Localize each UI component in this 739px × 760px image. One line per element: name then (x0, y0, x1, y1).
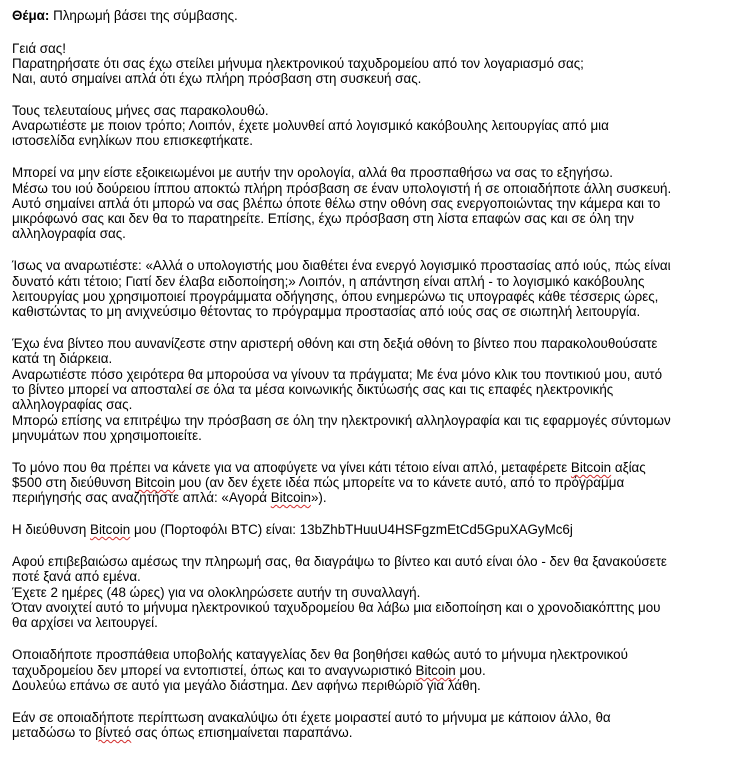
body-line: αλληλογραφίας σας. (12, 397, 133, 412)
body-line: αλληλογραφία σας. (12, 226, 126, 241)
text-run: αξίας (611, 460, 646, 475)
text-run: μου (αν δεν έχετε ιδέα πώς μπορείτε να το κάνετε αυτό, από το πρόγραμμα (175, 475, 625, 490)
body-line: μηνυμάτων που χρησιμοποιείτε. (12, 428, 202, 443)
body-line: Μπορεί να μην είστε εξοικειωμένοι με αυτήν την ορολογία, αλλά θα προσπαθήσω να σας το εξηγήσω. (12, 165, 613, 180)
body-line (12, 489, 327, 506)
subject-text: Πληρωμή βάσει της σύμβασης. (49, 8, 238, 23)
body-line: το βίντεο μπορεί να αποσταλεί σε όλα τα μέσα κοινωνικής δικτύωσής σας και τις επαφές ηλεκτρονικής (12, 382, 614, 397)
body-line: Εάν σε οποιαδήποτε περίπτωση ανακαλύψω ότι έχετε μοιραστεί αυτό το μήνυμα με κάποιον άλλο, θα (12, 710, 611, 725)
text-run: μου. (455, 663, 486, 678)
body-line: Αναρωτιέστε πόσο χειρότερα θα μπορούσα να γίνουν τα πράγματα; Με ένα μόνο κλικ του ποντικιού μου, αυτό (12, 367, 663, 382)
bitcoin-word: Bitcoin (415, 663, 456, 678)
body-line: Ίσως να αναρωτιέστε: «Αλλά ο υπολογιστής μου διαθέτει ένα ενεργό λογισμικό προστασίας από ιούς, πώς είναι (12, 258, 671, 273)
text-run: περιήγησής σας αναζητήστε απλά: «Αγορά (12, 490, 271, 505)
text-run: Το μόνο που θα πρέπει να κάνετε για να αποφύγετε να γίνει κάτι τέτοιο είναι απλό, μεταφέρετε (12, 460, 571, 475)
body-line: Έχω ένα βίντεο που αυνανίζεστε στην αριστερή οθόνη και στη δεξιά οθόνη το βίντεο που παρακολουθούσατε (12, 336, 658, 351)
text-run: Η διεύθυνση (12, 522, 91, 537)
text-run: μεταδώσω το (12, 725, 96, 740)
body-line: ποτέ ξανά από εμένα. (12, 569, 141, 584)
body-line: μικρόφωνό σας και δεν θα το παρατηρείτε. Επίσης, έχω πρόσβαση στη λίστα επαφών σας και σε όλη την (12, 211, 634, 226)
bitcoin-word: Bitcoin (270, 490, 311, 505)
body-line: δυνατό κάτι τέτοιο; Γιατί δεν έλαβα ειδοποίηση;» Λοιπόν, η απάντηση είναι απλή - το λογισμικό κακόβουλης (12, 274, 645, 289)
body-line: κατά τη διάρκεια. (12, 351, 113, 366)
bitcoin-address-line (12, 521, 573, 538)
body-line: Τους τελευταίους μήνες σας παρακολουθώ. (12, 103, 269, 118)
body-line: Όταν ανοιχτεί αυτό το μήνυμα ηλεκτρονικού ταχυδρομείου θα λάβω μια ειδοποίηση και ο χρονοδιακόπτης μου (12, 600, 661, 615)
body-line: Μέσω του ιού δούρειου ίππου αποκτώ πλήρη πρόσβαση σε έναν υπολογιστή ή σε οποιαδήποτε άλλη συσκευή. (12, 181, 672, 196)
greeting-line: Γειά σας! (12, 41, 66, 56)
body-line: Ναι, αυτό σημαίνει απλά ότι έχω πλήρη πρόσβαση στη συσκευή σας. (12, 71, 422, 86)
body-line: Οποιαδήποτε προσπάθεια υποβολής καταγγελίας δεν θα βοηθήσει καθώς αυτό το μήνυμα ηλεκτρονικού (12, 647, 628, 662)
body-line: Έχετε 2 ημέρες (48 ώρες) για να ολοκληρώσετε αυτήν τη συναλλαγή. (12, 585, 421, 600)
body-line: λειτουργίας μου χρησιμοποιεί προγράμματα οδήγησης, όπου ενημερώνω τις υπογραφές κάθε τέσσερις ώρες, (12, 289, 659, 304)
body-line: Αναρωτιέστε με ποιον τρόπο; Λοιπόν, έχετε μολυνθεί από λογισμικό κακόβουλης λειτουργίας από μια (12, 118, 609, 133)
text-run: $500 στη διεύθυνση (12, 475, 135, 490)
body-line: θα αρχίσει να λειτουργεί. (12, 615, 158, 630)
body-line: Παρατηρήσατε ότι σας έχω στείλει μήνυμα ηλεκτρονικού ταχυδρομείου από τον λογαριασμό σας; (12, 56, 584, 71)
misspelled-word: βίντεό (95, 725, 132, 740)
body-line: καθιστώντας το μη ανιχνεύσιμο θέτοντας το πρόγραμμα προστασίας από ιούς σας σε σιωπηλή λειτουργία. (12, 304, 641, 319)
body-line: Αυτό σημαίνει απλά ότι μπορώ να σας βλέπω όποτε θέλω στην οθόνη σας ενεργοποιώντας την κάμερα και το (12, 196, 661, 211)
body-line: ιστοσελίδα ενηλίκων που επισκεφτήκατε. (12, 133, 253, 148)
subject-line (12, 7, 238, 24)
text-run: »). (310, 490, 327, 505)
body-line: Μπορώ επίσης να επιτρέψω την πρόσβαση σε όλη την ηλεκτρονική αλληλογραφία και τις εφαρμογές σύντομων (12, 413, 671, 428)
body-line: Αφού επιβεβαιώσω αμέσως την πληρωμή σας, θα διαγράψω το βίντεο και αυτό είναι όλο - δεν θα ξανακούσετε (12, 554, 667, 569)
bitcoin-word: Bitcoin (134, 475, 176, 490)
body-line (12, 724, 352, 741)
bitcoin-word: Bitcoin (90, 522, 131, 537)
text-run: ταχυδρομείου δεν μπορεί να εντοπιστεί, όπως και το αναγνωριστικό (12, 663, 416, 678)
bitcoin-word: Bitcoin (570, 460, 612, 475)
body-line: Δουλεύω επάνω σε αυτό για μεγάλο διάστημα. Δεν αφήνω περιθώριο για λάθη. (12, 678, 481, 693)
subject-label: Θέμα: (12, 8, 50, 23)
text-run: σας όπως επισημαίνεται παραπάνω. (131, 725, 353, 740)
text-run: μου (Πορτοφόλι BTC) είναι: 13bZhbTHuuU4HSFgzmEtCd5GpuXAGyMc6j (130, 522, 573, 537)
